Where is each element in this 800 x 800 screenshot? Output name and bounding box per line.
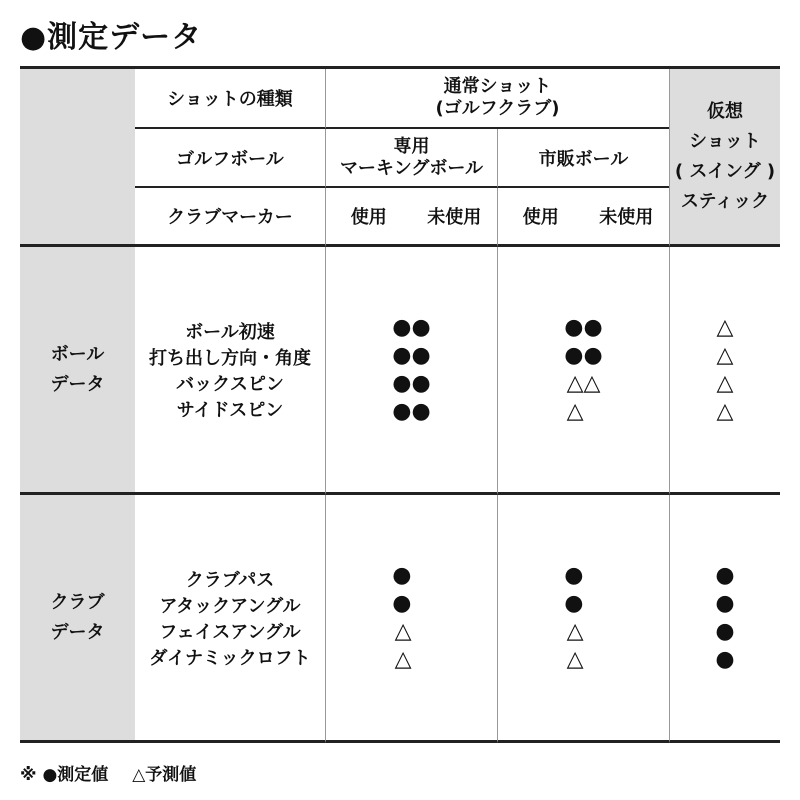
mark: ● <box>715 590 735 616</box>
ball-data-commercial <box>497 247 669 495</box>
mark: ● <box>583 342 603 368</box>
row-name: ダイナミックロフト <box>149 647 311 669</box>
mark: ● <box>564 590 584 616</box>
row-name: フェイスアングル <box>159 621 301 643</box>
virtual-line1: 仮想 <box>707 100 743 122</box>
virtual-line3: ( スイング ) <box>674 160 776 182</box>
mark: △ <box>394 618 412 644</box>
row-name: ボール初速 <box>185 321 275 343</box>
page-title: ●測定データ <box>20 20 203 55</box>
row-name: サイドスピン <box>176 399 284 421</box>
mark: △ <box>583 370 601 396</box>
mark: △ <box>716 314 734 340</box>
unused-label: 未使用 <box>599 207 654 228</box>
virtual-shot-header <box>669 69 780 247</box>
measurement-table <box>20 66 780 744</box>
used-label: 使用 <box>350 207 387 228</box>
dedicated-line1: 専用 <box>393 135 430 157</box>
mark: ● <box>392 562 412 588</box>
ball-data-dedicated <box>325 247 497 495</box>
ball-data-section-label <box>20 247 135 495</box>
mark: ● <box>564 342 584 368</box>
normal-shot-header <box>325 69 669 129</box>
mark: △ <box>566 398 584 424</box>
mark: ● <box>564 562 584 588</box>
mark: ● <box>392 314 412 340</box>
row-name: クラブパス <box>185 569 275 591</box>
virtual-line2: ショット <box>689 130 761 152</box>
club-data-row-names <box>135 495 325 743</box>
dedicated-line2: マーキングボール <box>339 157 484 179</box>
mark: ● <box>715 646 735 672</box>
mark: ● <box>392 398 412 424</box>
row-name: 打ち出し方向・角度 <box>149 347 311 369</box>
mark: ● <box>411 370 431 396</box>
dedicated-ball-header <box>325 129 497 188</box>
section-label-line2: データ <box>50 373 105 395</box>
club-data-section-label <box>20 495 135 743</box>
ball-data-row-names <box>135 247 325 495</box>
section-label-line1: ボール <box>50 343 105 365</box>
mark: ● <box>392 342 412 368</box>
mark: ● <box>411 314 431 340</box>
normal-shot-line2: (ゴルフクラブ) <box>435 98 560 119</box>
club-data-virtual <box>669 495 780 743</box>
mark <box>584 398 601 426</box>
mark: ● <box>583 314 603 340</box>
normal-shot-line1: 通常ショット <box>443 76 552 97</box>
row-name: バックスピン <box>176 373 284 395</box>
mark: △ <box>566 618 584 644</box>
mark: ● <box>392 370 412 396</box>
club-data-dedicated <box>325 495 497 743</box>
ball-data-virtual <box>669 247 780 495</box>
legend-footer <box>20 760 214 785</box>
mark: ● <box>715 618 735 644</box>
row-name: アタックアングル <box>159 595 301 617</box>
mark: ● <box>715 562 735 588</box>
section-label-line1: クラブ <box>50 591 105 613</box>
commercial-marker-usage <box>497 188 669 247</box>
club-data-commercial <box>497 495 669 743</box>
dedicated-marker-usage <box>325 188 497 247</box>
header-corner-bottom <box>20 188 135 247</box>
mark: ● <box>564 314 584 340</box>
unused-label: 未使用 <box>427 207 482 228</box>
legend-measured: ※ ●測定値 <box>20 765 109 785</box>
mark: △ <box>716 342 734 368</box>
section-label-line2: データ <box>50 621 105 643</box>
used-label: 使用 <box>522 207 559 228</box>
mark: △ <box>716 398 734 424</box>
shot-type-label: ショットの種類 <box>135 69 325 129</box>
mark: △ <box>566 370 584 396</box>
mark: ● <box>411 398 431 424</box>
mark: △ <box>566 646 584 672</box>
mark: △ <box>716 370 734 396</box>
virtual-line4: スティック <box>680 190 770 212</box>
legend-estimated: △予測値 <box>132 765 197 785</box>
golf-ball-label: ゴルフボール <box>135 129 325 188</box>
mark: △ <box>394 646 412 672</box>
mark: ● <box>411 342 431 368</box>
commercial-ball-header: 市販ボール <box>497 129 669 188</box>
club-marker-label: クラブマーカー <box>135 188 325 247</box>
mark: ● <box>392 590 412 616</box>
